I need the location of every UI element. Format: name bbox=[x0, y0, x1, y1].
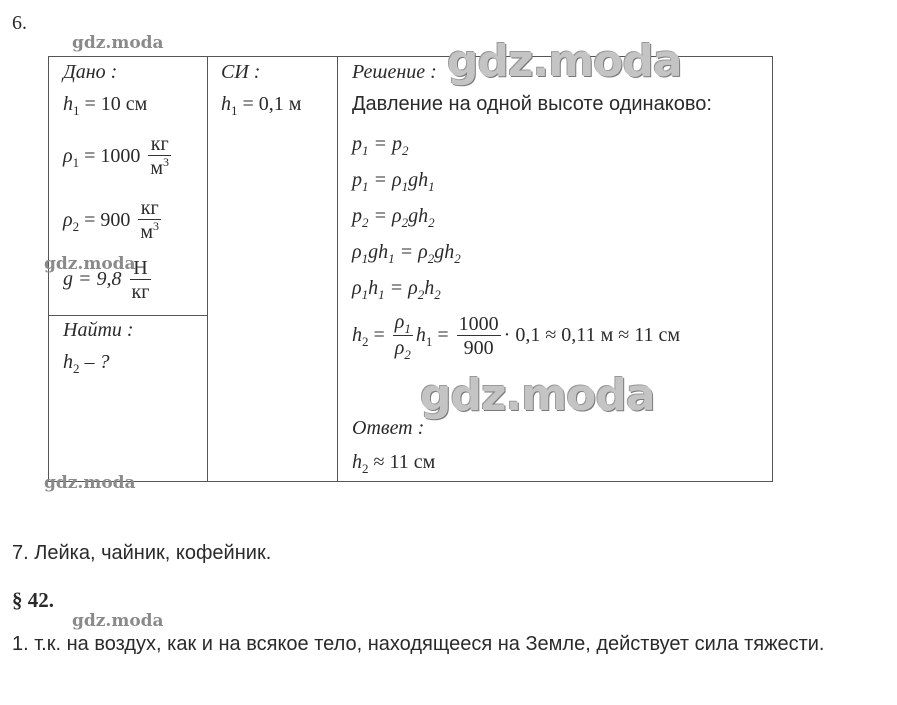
given-g: g = 9,8 $\frac{Н}{кг}$ bbox=[63, 257, 150, 303]
eq-rho-g-h: $\rho_1gh_1 = \rho_2gh_2$ bbox=[352, 241, 461, 266]
watermark-small: gdz.moda bbox=[44, 254, 136, 274]
given-rho2: $\rho_2 = 900$ $\frac{кг}{м^3}$ bbox=[63, 197, 164, 246]
eq-p2: $p_2 = \rho_2gh_2$ bbox=[352, 205, 435, 230]
eq-p1-p2: $p_1 = p_2$ bbox=[352, 133, 409, 158]
watermark-small: gdz.moda bbox=[72, 611, 164, 631]
table-divider-1 bbox=[207, 57, 208, 481]
given-find-divider bbox=[49, 315, 207, 316]
item-1: 1. т.к. на воздух, как и на всякое тело, находящееся на Земле, действует сила тяжести. bbox=[12, 633, 825, 655]
watermark-large: gdz.moda bbox=[420, 370, 655, 421]
eq-rho-h: $\rho_1h_1 = \rho_2h_2$ bbox=[352, 277, 441, 302]
table-divider-2 bbox=[337, 57, 338, 481]
eq-h2-result: $h_2$ = $\frac{\rho_1}{\rho_2}$ $h_1$ = $\frac{1000}{900}$ · 0,1 ≈ 0,11 м ≈ 11 см bbox=[352, 311, 680, 362]
eq-p1: $p_1 = \rho_1gh_1$ bbox=[352, 169, 435, 194]
unit-fraction-kg-m3: $\frac{кг}{м^3}$ bbox=[140, 197, 160, 243]
find-h2: $h_2$ – ? bbox=[63, 351, 110, 376]
si-h1: $h_1 = 0,1$ м bbox=[221, 93, 302, 118]
item-7: 7. Лейка, чайник, кофейник. bbox=[12, 542, 272, 564]
answer-value: $h_2 \approx 11$ см bbox=[352, 451, 436, 476]
watermark-small: gdz.moda bbox=[72, 33, 164, 53]
unit-fraction-n-kg: $\frac{Н}{кг}$ bbox=[131, 257, 150, 303]
section-heading: § 42. bbox=[12, 588, 54, 612]
given-header: Дано : bbox=[63, 61, 118, 83]
find-header: Найти : bbox=[63, 319, 134, 341]
watermark-large: gdz.moda bbox=[447, 36, 682, 87]
solution-header: Решение : bbox=[352, 61, 437, 83]
watermark-small: gdz.moda bbox=[44, 473, 136, 493]
answer-header: Ответ : bbox=[352, 417, 425, 439]
solution-table bbox=[48, 56, 773, 482]
problem-number: 6. bbox=[12, 12, 27, 34]
si-header: СИ : bbox=[221, 61, 261, 83]
given-h1: $h_1 = 10$ см bbox=[63, 93, 148, 118]
given-rho1: $\rho_1 = 1000$ $\frac{кг}{м^3}$ bbox=[63, 133, 174, 182]
unit-fraction-kg-m3: $\frac{кг}{м^3}$ bbox=[150, 133, 170, 179]
solution-statement: Давление на одной высоте одинаково: bbox=[352, 93, 712, 115]
